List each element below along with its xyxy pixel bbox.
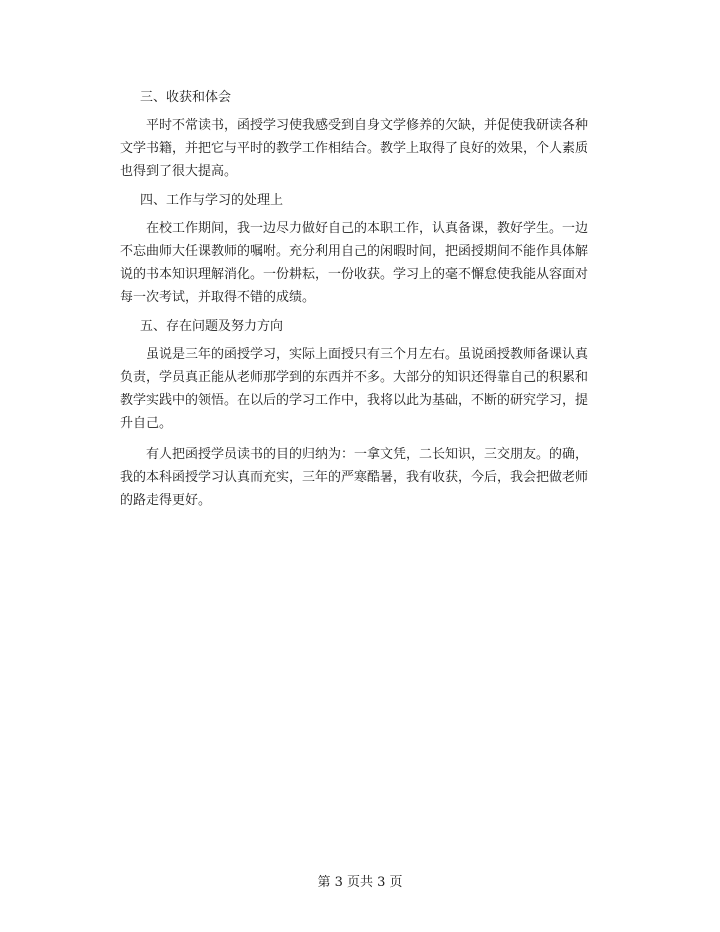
paragraph: 有人把函授学员读书的目的归纳为：一拿文凭，二长知识，三交朋友。的确，我的本科函授学习认真而充实，三年的严寒酷暑，我有收获，今后，我会把做老师的路走得更好。: [120, 447, 589, 508]
document-body: [120, 88, 600, 520]
section-heading: 五、存在问题及努力方向: [140, 319, 284, 334]
section-problems-direction: [120, 317, 600, 512]
section-harvest: [120, 88, 600, 183]
paragraph: 虽说是三年的函授学习，实际上面授只有三个月左右。虽说函授教师备课认真负责，学员真正能从老师那学到的东西并不多。大部分的知识还得靠自己的积累和教学实践中的领悟。在以后的学习工作中，我将以此为基础，不断的研究学习，提升自己。: [120, 347, 589, 431]
section-heading: 四、工作与学习的处理上: [140, 193, 284, 208]
paragraph: 在校工作期间，我一边尽力做好自己的本职工作，认真备课，教好学生。一边不忘曲师大任课教师的嘱咐。充分利用自己的闲暇时间，把函授期间不能作具体解说的书本知识理解消化。一份耕耘，一份收获。学习上的毫不懈怠使我能从容面对每一次考试，并取得不错的成绩。: [120, 221, 589, 305]
paragraph: 平时不常读书，函授学习使我感受到自身文学修养的欠缺，并促使我研读各种文学书籍，并把它与平时的教学工作相结合。教学上取得了良好的效果，个人素质也得到了很大提高。: [120, 118, 589, 179]
page-number: 第 3 页共 3 页: [317, 875, 403, 890]
section-work-study: [120, 191, 600, 309]
section-heading: 三、收获和体会: [140, 90, 232, 105]
